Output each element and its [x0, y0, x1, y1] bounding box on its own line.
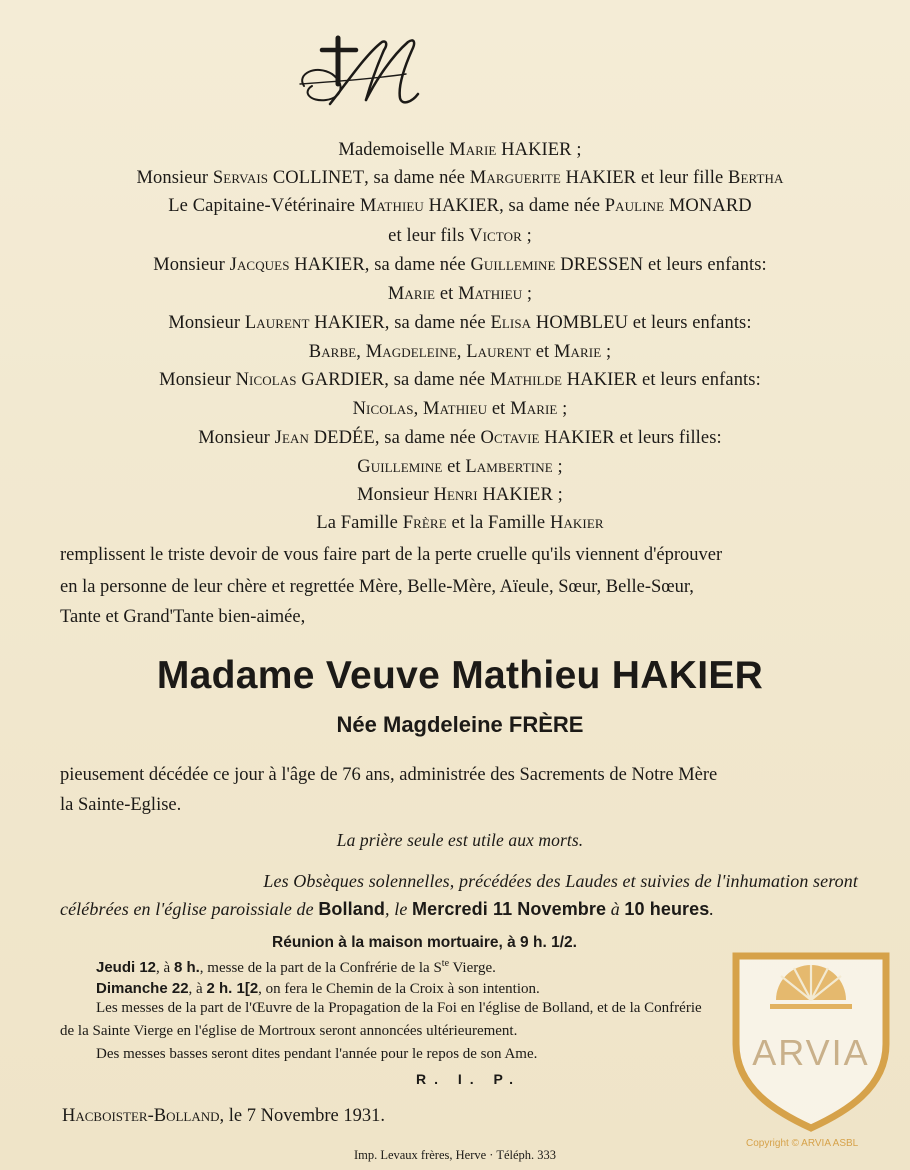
deceased-name: Madame Veuve Mathieu HAKIER	[156, 654, 764, 697]
motto: La prière seule est utile aux morts.	[336, 830, 584, 850]
funeral-line-1: Les Obsèques solennelles, précédées des Laudes et suivies de l'inhumation seront	[263, 871, 858, 891]
family-line-14: La Famille Frère et la Famille Hakier	[316, 513, 604, 533]
family-line-8: Barbe, Magdeleine, Laurent et Marie ;	[308, 342, 612, 362]
rip-text: R. I. P.	[416, 1071, 521, 1087]
family-line-6: Marie et Mathieu ;	[387, 284, 533, 304]
family-line-13: Monsieur Henri HAKIER ;	[357, 485, 563, 505]
family-line-10: Nicolas, Mathieu et Marie ;	[352, 399, 568, 419]
deceased-maiden-name: Née Magdeleine FRÈRE	[336, 712, 584, 737]
messes-line-1: Les messes de la part de l'Œuvre de la Propagation de la Foi en l'église de Bolland, et de la Confrérie	[96, 1000, 702, 1016]
watermark-text: ARVIA	[752, 1032, 870, 1073]
family-line-5: Monsieur Jacques HAKIER, sa dame née Guillemine DRESSEN et leurs enfants:	[153, 255, 767, 275]
death-line-2: la Sainte-Eglise.	[60, 795, 182, 815]
family-line-7: Monsieur Laurent HAKIER, sa dame née Elisa HOMBLEU et leurs enfants:	[168, 313, 752, 333]
family-line-12: Guillemine et Lambertine ;	[357, 457, 563, 477]
reunion-line: Réunion à la maison mortuaire, à 9 h. 1/2.	[272, 934, 577, 951]
messes-line-2: de la Sainte Vierge en l'église de Mortroux seront annoncées ultérieurement.	[60, 1023, 518, 1039]
family-line-3: Le Capitaine-Vétérinaire Mathieu HAKIER, sa dame née Pauline MONARD	[168, 196, 752, 216]
announcement-line-1: remplissent le triste devoir de vous faire part de la perte cruelle qu'ils viennent d'éprouver	[60, 545, 723, 565]
printer-imprint: Imp. Levaux frères, Herve · Téléph. 333	[353, 1148, 557, 1162]
announcement-line-2: en la personne de leur chère et regrettée Mère, Belle-Mère, Aïeule, Sœur, Belle-Sœur,	[60, 577, 694, 597]
messes-basses-line: Des messes basses seront dites pendant l'année pour le repos de son Ame.	[96, 1046, 538, 1062]
death-line-1: pieusement décédée ce jour à l'âge de 76 ans, administrée des Sacrements de Notre Mère	[60, 765, 718, 785]
place-date: Hacboister-Bolland, le 7 Novembre 1931.	[62, 1106, 385, 1126]
copyright-notice: Copyright © ARVIA ASBL	[746, 1138, 859, 1149]
family-line-11: Monsieur Jean DEDÉE, sa dame née Octavie HAKIER et leurs filles:	[198, 428, 722, 448]
family-line-4: et leur fils Victor ;	[388, 226, 532, 246]
jeudi-line: Jeudi 12, à 8 h., messe de la part de la Confrérie de la $S^{te}$ Vierge.	[96, 958, 496, 976]
family-line-1: Mademoiselle Marie HAKIER ;	[338, 140, 582, 160]
family-line-9: Monsieur Nicolas GARDIER, sa dame née Mathilde HAKIER et leurs enfants:	[159, 370, 761, 390]
dimanche-line: Dimanche 22, à 2 h. 1[2, on fera le Chemin de la Croix à son intention.	[96, 980, 540, 997]
cross-monogram-icon	[296, 34, 436, 114]
family-line-2: Monsieur Servais COLLINET, sa dame née Marguerite HAKIER et leur fille Bertha	[136, 168, 784, 188]
announcement-line-3: Tante et Grand'Tante bien-aimée,	[60, 607, 306, 627]
funeral-line-2: célébrées en l'église paroissiale de Bolland, le Mercredi 11 Novembre à 10 heures.	[60, 899, 714, 919]
